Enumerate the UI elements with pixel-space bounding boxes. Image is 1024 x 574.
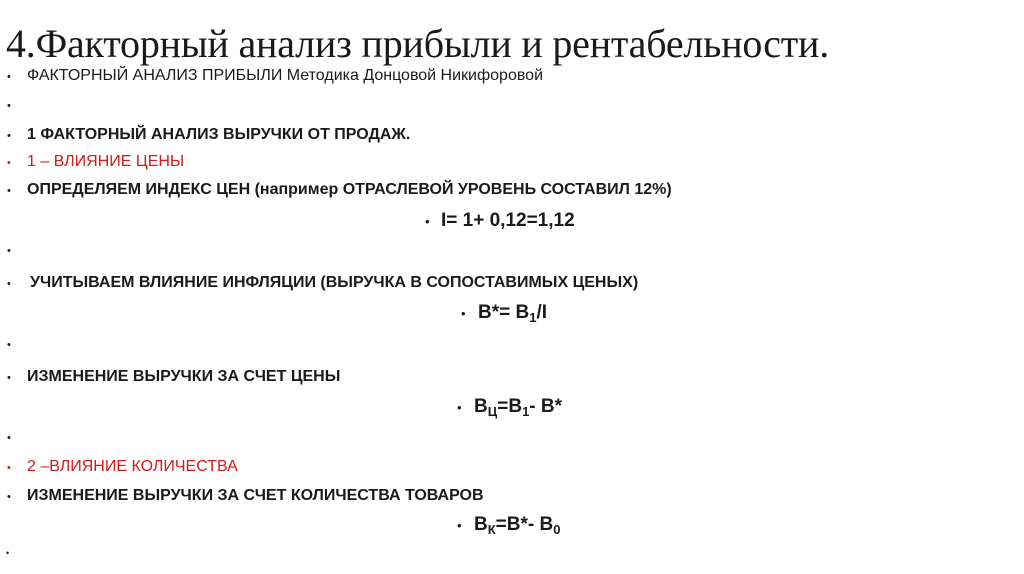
- bullet: •: [7, 245, 11, 257]
- formula-comparable-revenue: $В*= В_1/I$: [478, 302, 548, 325]
- bullet: •: [425, 214, 430, 229]
- price-index-line: ОПРЕДЕЛЯЕМ ИНДЕКС ЦЕН (например ОТРАСЛЕВОЙ УРОВЕНЬ СОСТАВИЛ 12%): [27, 181, 672, 198]
- bullet: •: [7, 157, 11, 169]
- bullet: •: [457, 400, 462, 415]
- bullet: •: [7, 339, 11, 351]
- price-change-line: ИЗМЕНЕНИЕ ВЫРУЧКИ ЗА СЧЕТ ЦЕНЫ: [27, 368, 341, 385]
- bullet: •: [7, 130, 11, 142]
- subtitle-line: ФАКТОРНЫЙ АНАЛИЗ ПРИБЫЛИ Методика Донцовой Никифоровой: [27, 67, 543, 84]
- bullet: •: [457, 518, 462, 533]
- bullet: •: [7, 278, 11, 290]
- price-influence-label: 1 – ВЛИЯНИЕ ЦЕНЫ: [27, 153, 185, 170]
- bullet-small: •: [6, 548, 10, 558]
- slide-title: 4.Факторный анализ прибыли и рентабельности.: [6, 21, 830, 66]
- inflation-line: УЧИТЫВАЕМ ВЛИЯНИЕ ИНФЛЯЦИИ (ВЫРУЧКА В СОПОСТАВИМЫХ ЦЕНЫХ): [30, 274, 639, 291]
- quantity-influence-label: 2 –ВЛИЯНИЕ КОЛИЧЕСТВА: [27, 458, 238, 475]
- bullet: •: [7, 372, 11, 384]
- bullet: •: [7, 432, 11, 444]
- bullet: •: [7, 100, 11, 112]
- formula-quantity-change: $В_К=В*-$ $В_0$: [474, 514, 561, 537]
- bullet: •: [7, 491, 11, 503]
- bullet: •: [7, 185, 11, 197]
- formula-price-index: I= 1+ 0,12=1,12: [441, 210, 575, 231]
- quantity-change-line: ИЗМЕНЕНИЕ ВЫРУЧКИ ЗА СЧЕТ КОЛИЧЕСТВА ТОВАРОВ: [27, 487, 484, 504]
- bullet: •: [461, 306, 466, 321]
- formula-price-change: $В_Ц=В_1-$ В*: [474, 396, 563, 419]
- bullet: •: [7, 462, 11, 474]
- heading-revenue-analysis: 1 ФАКТОРНЫЙ АНАЛИЗ ВЫРУЧКИ ОТ ПРОДАЖ.: [27, 126, 411, 143]
- bullet: •: [7, 71, 11, 83]
